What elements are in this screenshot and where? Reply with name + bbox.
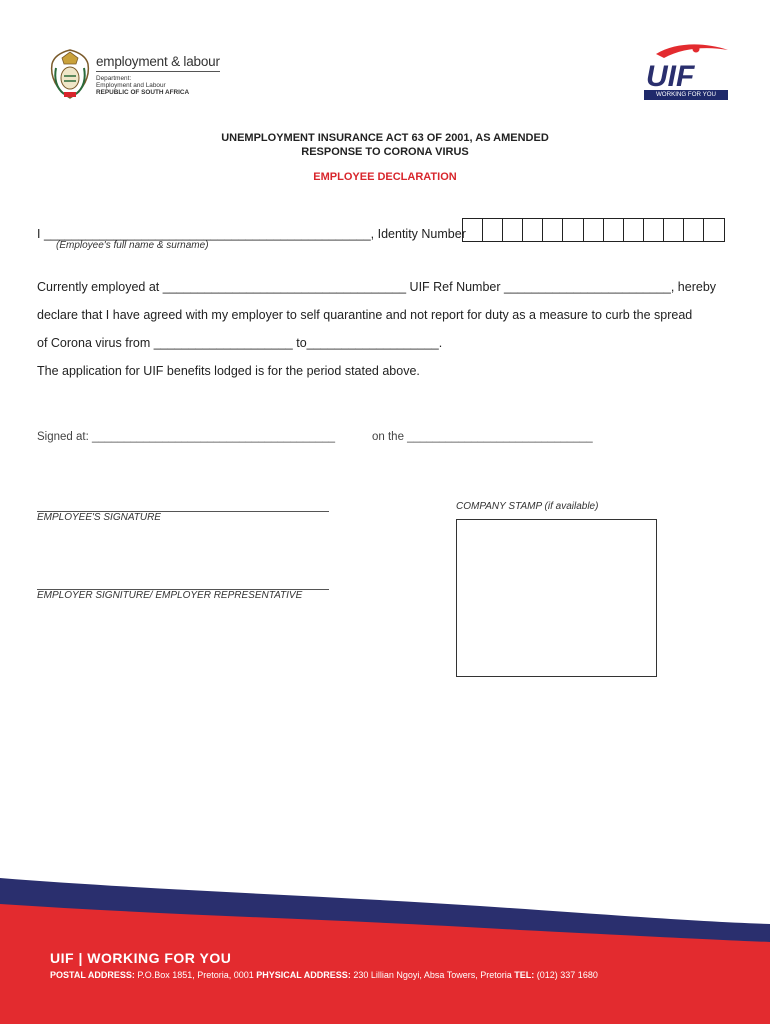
department-logo — [44, 44, 244, 104]
response-title: RESPONSE TO CORONA VIRUS — [301, 146, 469, 158]
divider — [96, 71, 220, 72]
company-stamp-label: COMPANY STAMP (if available) — [456, 501, 599, 512]
identity-digit-cell[interactable] — [664, 219, 684, 241]
act-title: UNEMPLOYMENT INSURANCE ACT 63 OF 2001, AS AMENDED — [221, 132, 549, 144]
signed-on-date-field[interactable]: on the _____________________________ — [372, 431, 593, 443]
identity-digit-cell[interactable] — [543, 219, 563, 241]
identity-digit-cell[interactable] — [604, 219, 624, 241]
uif-swoosh-icon — [642, 40, 734, 90]
identity-digit-cell[interactable] — [584, 219, 604, 241]
declaration-heading: EMPLOYEE DECLARATION — [313, 171, 457, 183]
identity-digit-cell[interactable] — [644, 219, 664, 241]
uif-tagline: WORKING FOR YOU — [644, 90, 728, 100]
physical-label: PHYSICAL ADDRESS: — [256, 970, 351, 980]
identity-digit-cell[interactable] — [684, 219, 704, 241]
company-stamp-box[interactable] — [456, 519, 657, 677]
postal-label: POSTAL ADDRESS: — [50, 970, 135, 980]
identity-digit-cell[interactable] — [463, 219, 483, 241]
footer-address — [50, 970, 598, 980]
department-line-2: Employment and Labour — [96, 82, 166, 89]
footer-banner — [0, 860, 770, 1024]
footer-brand: UIF | WORKING FOR YOU — [50, 950, 232, 966]
physical-value: 230 Lillian Ngoyi, Absa Towers, Pretoria — [353, 970, 512, 980]
department-name: employment & labour — [96, 54, 220, 69]
department-line-3: REPUBLIC OF SOUTH AFRICA — [96, 89, 190, 96]
identity-digit-cell[interactable] — [563, 219, 583, 241]
period-field[interactable]: of Corona virus from ____________________ to___________________. — [37, 336, 443, 350]
identity-number-grid[interactable] — [462, 218, 725, 242]
uif-logo — [642, 40, 734, 102]
tel-label: TEL: — [514, 970, 535, 980]
identity-digit-cell[interactable] — [483, 219, 503, 241]
tel-value: (012) 337 1680 — [536, 970, 598, 980]
department-line-1: Department: — [96, 75, 132, 82]
identity-digit-cell[interactable] — [503, 219, 523, 241]
application-text: The application for UIF benefits lodged is for the period stated above. — [37, 364, 420, 378]
uif-logo-text: UIF — [646, 60, 695, 90]
declaration-text: declare that I have agreed with my employer to self quarantine and not report for duty as a measure to curb the spread — [37, 308, 693, 322]
employee-signature-label: EMPLOYEE'S SIGNATURE — [37, 512, 161, 523]
coat-of-arms-icon — [48, 48, 92, 100]
identity-digit-cell[interactable] — [523, 219, 543, 241]
signed-at-field[interactable]: Signed at: ______________________________________ — [37, 431, 336, 443]
identity-digit-cell[interactable] — [704, 219, 724, 241]
employer-signature-label: EMPLOYER SIGNITURE/ EMPLOYER REPRESENTATIVE — [37, 590, 303, 601]
employer-ref-field[interactable]: Currently employed at ___________________________________ UIF Ref Number ________________________, hereby — [37, 280, 717, 294]
postal-value: P.O.Box 1851, Pretoria, 0001 — [137, 970, 254, 980]
employee-name-field[interactable]: I _______________________________________________, Identity Number — [37, 227, 466, 241]
identity-digit-cell[interactable] — [624, 219, 644, 241]
employee-name-hint: (Employee's full name & surname) — [56, 240, 209, 251]
